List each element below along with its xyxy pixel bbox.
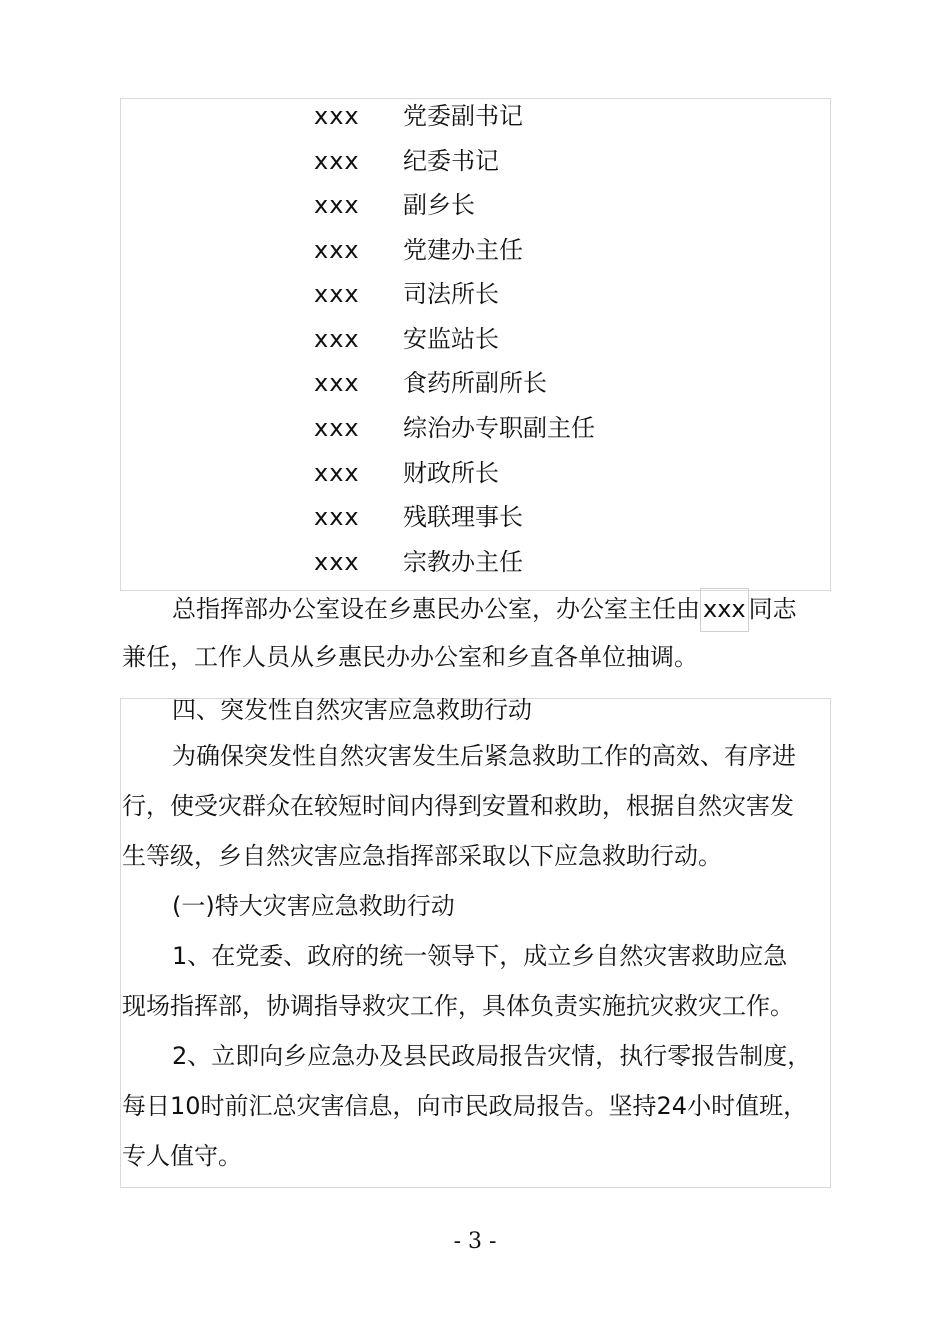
paragraph-line: 专人值守。 bbox=[122, 1142, 242, 1170]
member-name: xxx bbox=[314, 102, 360, 130]
section-heading: 四、突发性自然灾害应急救助行动 bbox=[172, 696, 532, 724]
member-title: 副乡长 bbox=[403, 191, 475, 219]
member-name: xxx bbox=[314, 236, 360, 264]
member-title: 食药所副所长 bbox=[403, 369, 547, 397]
member-title: 党委副书记 bbox=[403, 102, 523, 130]
paragraph-line: 生等级，乡自然灾害应急指挥部采取以下应急救助行动。 bbox=[122, 842, 722, 870]
page-number: - 3 - bbox=[453, 1229, 497, 1254]
paragraph-line: 行，使受灾群众在较短时间内得到安置和救助，根据自然灾害发 bbox=[122, 792, 794, 820]
member-name: xxx bbox=[314, 414, 360, 442]
member-name: xxx bbox=[314, 280, 360, 308]
member-name: xxx bbox=[314, 459, 360, 487]
member-title: 宗教办主任 bbox=[403, 548, 523, 576]
member-title: 残联理事长 bbox=[403, 503, 523, 531]
member-name: xxx bbox=[314, 147, 360, 175]
member-title: 纪委书记 bbox=[403, 147, 499, 175]
paragraph-line bbox=[172, 588, 797, 624]
member-title: 财政所长 bbox=[403, 459, 499, 487]
paragraph-line: 现场指挥部，协调指导救灾工作，具体负责实施抗灾救灾工作。 bbox=[122, 992, 794, 1020]
paragraph-line: 每日10时前汇总灾害信息，向市民政局报告。坚持24小时值班， bbox=[122, 1092, 808, 1120]
paragraph-line: 兼任，工作人员从乡惠民办办公室和乡直各单位抽调。 bbox=[122, 643, 698, 671]
member-name: xxx bbox=[314, 548, 360, 576]
member-name: xxx bbox=[314, 191, 360, 219]
paragraph-line: 1、在党委、政府的统一领导下，成立乡自然灾害救助应急 bbox=[172, 942, 788, 970]
office-text: 总指挥部办公室设在乡惠民办公室，办公室主任由 bbox=[172, 595, 700, 623]
member-name: xxx bbox=[314, 325, 360, 353]
member-title: 党建办主任 bbox=[403, 236, 523, 264]
subsection-heading: (一)特大灾害应急救助行动 bbox=[172, 892, 455, 920]
paragraph-line: 为确保突发性自然灾害发生后紧急救助工作的高效、有序进 bbox=[172, 742, 796, 770]
member-title: 司法所长 bbox=[403, 280, 499, 308]
director-name-field: xxx bbox=[700, 588, 749, 632]
member-name: xxx bbox=[314, 369, 360, 397]
member-title: 安监站长 bbox=[403, 325, 499, 353]
member-name: xxx bbox=[314, 503, 360, 531]
paragraph-line: 2、立即向乡应急办及县民政局报告灾情，执行零报告制度， bbox=[172, 1042, 812, 1070]
member-title: 综治办专职副主任 bbox=[403, 414, 595, 442]
office-text: 同志 bbox=[748, 595, 797, 623]
